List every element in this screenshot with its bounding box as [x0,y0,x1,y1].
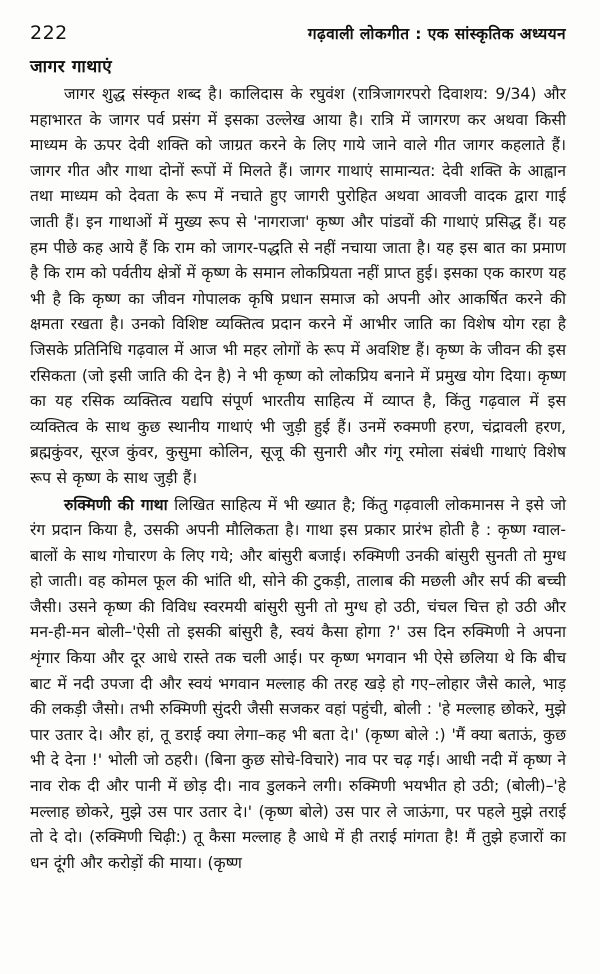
running-head: गढ़वाली लोकगीत : एक सांस्कृतिक अध्ययन [307,25,566,43]
page-header [30,22,566,44]
body-text [30,82,566,876]
section-heading: जागर गाथाएं [30,57,113,77]
page-number: 222 [30,22,68,44]
paragraph-2-body: लिखित साहित्य में भी ख्यात है; किंतु गढ़वाली लोकमानस ने इसे जो रंग प्रदान किया है, उसकी अपनी मौलिकता है। गाथा इस प्रकार प्रारंभ होती है : कृष्ण ग्वाल-बालों के साथ गोचारण के लिए गये; और बांसुरी बजाई। रुक्मिणी उनकी बांसुरी सुनती तो मुग्ध हो जाती। वह कोमल फूल की भांति थी, सोने की टुकड़ी, तालाब की मछली और सर्प की बच्ची जैसी। उसने कृष्ण की विविध स्वरमयी बांसुरी सुनी तो मुग्ध हो उठी, चंचल चित्त हो उठी और मन-ही-मन बोली–'ऐसी तो इसकी बांसुरी है, स्वयं कैसा होगा ?' उस दिन रुक्मिणी ने अपना शृंगार किया और दूर आधे रास्ते तक चली आई। पर कृष्ण भगवान भी ऐसे छलिया थे कि बीच बाट में नदी उपजा दी और स्वयं भगवान मल्लाह की तरह खड़े हो गए–लोहार जैसे काले, भाड़ की लकड़ी जैसो। तभी रुक्मिणी सुंदरी जैसी सजकर वहां पहुंची, बोली : 'हे मल्लाह छोकरे, मुझे पार उतार दे। और हां, तू डराई क्या लेगा–कह भी बता दे।' (कृष्ण बोले :) 'मैं क्या बताऊं, कुछ भी दे देना !' भोली जो ठहरी। (बिना कुछ सोचे-विचारे) नाव पर चढ़ गई। आधी नदी में कृष्ण ने नाव रोक दी और पानी में छोड़ दी। नाव डुलकने लगी। रुक्मिणी भयभीत हो उठी; (बोली)–'हे मल्लाह छोकरे, मुझे उस पार उतार दे।' (कृष्ण बोले) उस पार ले जाऊंगा, पर पहले मुझे तराई तो दे दो। (रुक्मिणी चिढ़ी:) तू कैसा मल्लाह है आधे में ही तराई मांगता है! मैं तुझे हजारों का धन दूंगी और करोड़ों की माया। (कृष्ण [30,495,566,872]
paragraph-2 [30,493,566,877]
paragraph-1: जागर शुद्ध संस्कृत शब्द है। कालिदास के रघुवंश (रात्रिजागरपरो दिवाशय: 9/34) और महाभारत के जागर पर्व प्रसंग में इसका उल्लेख आया है। रात्रि में जागरण कर अथवा किसी माध्यम के ऊपर देवी शक्ति को जाग्रत करने के लिए गाये जाने वाले गीत जागर कहलाते हैं। जागर गीत और गाथा दोनों रूपों में मिलते हैं। जागर गाथाएं सामान्यत: देवी शक्ति के आह्वान तथा माध्यम को देवता के रूप में नचाते हुए जागरी पुरोहित अथवा आवजी वादक द्वारा गाई जाती हैं। इन गाथाओं में मुख्य रूप से 'नागराजा' कृष्ण और पांडवों की गाथाएं प्रसिद्ध हैं। यह हम पीछे कह आये हैं कि राम को जागर-पद्धति से नहीं नचाया जाता है। यह इस बात का प्रमाण है कि राम को पर्वतीय क्षेत्रों में कृष्ण के समान लोकप्रियता नहीं प्राप्त हुई। इसका एक कारण यह भी है कि कृष्ण का जीवन गोपालक कृषि प्रधान समाज को अपनी ओर आकर्षित करने की क्षमता रखता है। उनको विशिष्ट व्यक्तित्व प्रदान करने में आभीर जाति का विशेष योग रहा है जिसके प्रतिनिधि गढ़वाल में आज भी महर लोगों के रूप में अवशिष्ट हैं। कृष्ण के जीवन की इस रसिकता (जो इसी जाति की देन है) ने भी कृष्ण को लोकप्रिय बनाने में प्रमुख योग दिया। कृष्ण का यह रसिक व्यक्तित्व यद्यपि संपूर्ण भारतीय साहित्य में व्याप्त है, किंतु गढ़वाल में इस व्यक्तित्व के साथ कुछ स्थानीय गाथाएं भी जुड़ी हुई हैं। उनमें रुक्मणी हरण, चंद्रावली हरण, ब्रह्मकुंवर, सूरज कुंवर, कुसुमा कोलिन, सूजू की सुनारी और गंगू रमोला संबंधी गाथाएं विशेष रूप से कृष्ण के साथ जुड़ी हैं। [30,85,566,487]
paragraph-2-lead: रुक्मिणी की गाथा [64,495,168,514]
